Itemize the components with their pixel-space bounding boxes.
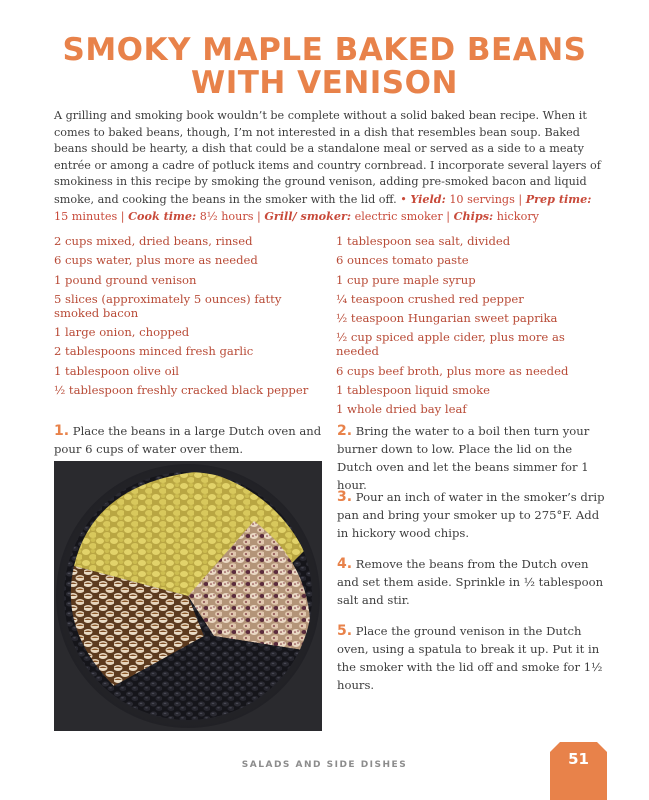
ingredient-lists — [54, 234, 606, 422]
meta-separator: | — [442, 210, 454, 223]
meta-separator: | — [117, 210, 129, 223]
meta-separator: | — [514, 192, 526, 206]
ingredient-item: 6 ounces tomato paste — [336, 253, 469, 268]
step-1 — [54, 422, 322, 458]
ingredient-item: ½ teaspoon Hungarian sweet paprika — [336, 311, 558, 326]
step-number-dot: . — [346, 423, 353, 439]
ingredient-item: ½ tablespoon freshly cracked black pepper — [54, 383, 309, 398]
grill-smoker-label: Grill/ smoker: — [264, 209, 352, 223]
intro-paragraph — [54, 108, 606, 226]
dutch-oven-beans-image — [54, 461, 322, 731]
ingredient-item: 5 slices (approximately 5 ounces) fatty smoked bacon — [54, 291, 282, 320]
section-footer: SALADS AND SIDE DISHES — [241, 760, 408, 770]
recipe-title — [40, 34, 609, 100]
meta-bullet: • — [396, 192, 411, 206]
cook-time-label: Cook time: — [128, 209, 197, 223]
yield-value: 10 servings — [449, 192, 515, 206]
page-number: 51 — [568, 750, 589, 768]
step-2 — [337, 422, 607, 494]
step-number: 5 — [337, 623, 347, 639]
prep-time-label: Prep time: — [525, 191, 592, 206]
ingredient-list-left — [54, 234, 330, 422]
ingredient-item: 1 large onion, chopped — [54, 325, 190, 340]
step-5 — [337, 622, 607, 694]
step-number: 4 — [337, 556, 347, 572]
step-number-dot: . — [346, 623, 353, 639]
prep-time-value: 15 minutes — [54, 210, 118, 223]
meta-separator: | — [253, 210, 265, 223]
ingredient-item: 1 whole dried bay leaf — [336, 402, 467, 417]
step-number-dot: . — [346, 489, 353, 505]
recipe-title-line-1: SMOKY MAPLE BAKED BEANS — [62, 32, 587, 68]
beans-photo — [54, 461, 322, 731]
ingredient-item: 1 tablespoon olive oil — [54, 363, 179, 378]
chips-value: hickory — [496, 210, 539, 223]
step-text: Place the beans in a large Dutch oven and pour 6 cups of water over them. — [54, 424, 322, 456]
cook-time-value: 8½ hours — [199, 210, 254, 223]
step-number-dot: . — [346, 556, 353, 572]
intro-text: A grilling and smoking book wouldn’t be complete without a solid baked bean recipe. When it comes to baked beans, though, I’m not interested in a dish that resembles bean soup. Baked beans should be hearty, a dish that could be a standalone meal or served as a side to a meaty entrée or among a cadre of potluck items and country cornbread. I incorporate several layers of smokiness in this recipe by smoking the ground venison, adding pre-smoked bacon and liquid smoke, and cooking the beans in the smoker with the lid off. — [54, 109, 601, 206]
step-3 — [337, 488, 607, 542]
ingredient-item: 2 cups mixed, dried beans, rinsed — [54, 234, 253, 248]
ingredient-item: 1 tablespoon liquid smoke — [336, 383, 491, 398]
ingredient-list-right — [336, 234, 606, 422]
step-text: Place the ground venison in the Dutch oven, using a spatula to break it up. Put it in the smoker with the lid off and smoke for 1½ hours. — [337, 624, 603, 692]
ingredient-item: 6 cups beef broth, plus more as needed — [336, 363, 569, 378]
step-number-dot: . — [63, 423, 70, 439]
ingredient-item: ¼ teaspoon crushed red pepper — [336, 291, 524, 306]
chips-label: Chips: — [453, 209, 494, 223]
step-4 — [337, 555, 607, 609]
yield-label: Yield: — [410, 191, 446, 206]
ingredient-item: 6 cups water, plus more as needed — [54, 253, 258, 268]
recipe-title-line-2: WITH VENISON — [191, 65, 458, 101]
ingredient-item: 1 tablespoon sea salt, divided — [336, 234, 511, 248]
grill-smoker-value: electric smoker — [354, 210, 443, 223]
step-text: Pour an inch of water in the smoker’s drip pan and bring your smoker up to 275°F. Add in hickory wood chips. — [337, 490, 605, 540]
step-number: 2 — [337, 423, 347, 439]
ingredient-item: 2 tablespoons minced fresh garlic — [54, 344, 254, 359]
step-number: 3 — [337, 489, 347, 505]
ingredient-item: 1 cup pure maple syrup — [336, 272, 476, 287]
step-text: Bring the water to a boil then turn your burner down to low. Place the lid on the Dutch oven and let the beans simmer for 1 hour. — [337, 424, 590, 492]
step-number: 1 — [54, 423, 64, 439]
step-text: Remove the beans from the Dutch oven and set them aside. Sprinkle in ½ tablespoon salt and stir. — [337, 557, 604, 607]
ingredient-item: ½ cup spiced apple cider, plus more as needed — [336, 330, 565, 359]
ingredient-item: 1 pound ground venison — [54, 272, 197, 287]
